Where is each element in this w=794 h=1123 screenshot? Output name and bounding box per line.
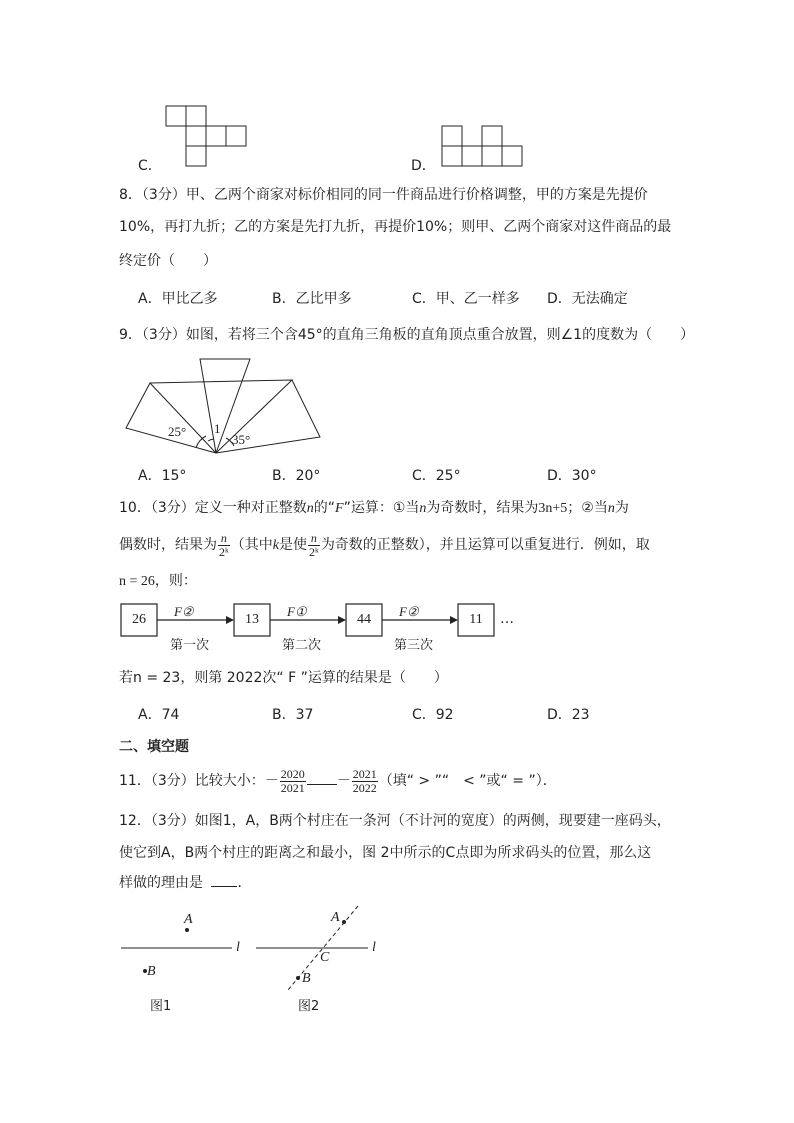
q8-option-b: B．乙比甲多 [272, 291, 352, 307]
q12-line-3: 样做的理由是 ． [119, 875, 252, 891]
q11-fraction-1: $\frac{2020}{2021}$ [280, 766, 305, 795]
fraction-n-over-2k: $\frac{n}{\text{2ᵏ}}$ [219, 530, 229, 559]
q10-line-4: 若n = 23，则第 2022次“ F ”运算的结果是（ ） [119, 670, 448, 686]
fig2-line-l: l [372, 940, 376, 955]
q10-line-3: n = 26，则： [119, 574, 197, 589]
q9-angle-25-label: 25° [168, 424, 187, 439]
q10-option-b: B．37 [272, 707, 314, 723]
fig1-point-a: A [184, 912, 193, 927]
fig2-point-a: A [331, 910, 340, 925]
q10-option-d: D．23 [547, 707, 590, 723]
flow-box-26: 26 [132, 612, 146, 627]
fig1-caption: 图1 [150, 999, 172, 1014]
section-heading-fill-in: 二、填空题 [119, 739, 189, 755]
q9-angle-1-label: 1 [214, 421, 221, 436]
q9-option-c: C．25° [412, 468, 461, 484]
flow-box-44: 44 [357, 612, 371, 627]
q10-line-1: 10．（3分）定义一种对正整数n的“F”运算：①当n为奇数时，结果为3n+5；②当n为 [119, 500, 629, 516]
fig1-line-l: l [236, 940, 240, 955]
flow-arrow-label-1: F② [174, 604, 194, 619]
fig2-caption: 图2 [298, 999, 320, 1014]
q9-option-b: B．20° [272, 468, 321, 484]
fraction-n-over-2k-2: $\frac{n}{\text{2ᵏ}}$ [309, 530, 319, 559]
flow-arrow-label-3: F② [399, 604, 419, 619]
q10-option-c: C．92 [412, 707, 454, 723]
q8-line-3: 终定价（ ） [119, 253, 217, 269]
q9-angle-35-label: 35° [232, 432, 251, 447]
q7-option-d-label: D． [411, 158, 436, 174]
flow-arrow-label-2: F① [287, 604, 307, 619]
flow-box-13: 13 [245, 612, 259, 627]
q11-fraction-2: $\frac{2021}{2022}$ [352, 766, 377, 795]
q9-option-d: D．30° [547, 468, 597, 484]
flow-step-label-1: 第一次 [170, 638, 210, 653]
fig2-point-c: C [320, 950, 330, 965]
q10-line-2: 偶数时，结果为 $\frac{n}{\text{2ᵏ}}$ （其中k是使 $\frac{n}{\text{2ᵏ}}$ 为奇数的正整数），并且运算可以重复进行．例如，取 [119, 530, 650, 559]
q8-line-1: 8．（3分）甲、乙两个商家对标价相同的同一件商品进行价格调整，甲的方案是先提价 [119, 187, 648, 203]
fig1-point-b: B [147, 964, 156, 979]
fig2-point-b: B [302, 971, 311, 986]
q12-line-1: 12．（3分）如图1，A，B两个村庄在一条河（不计河的宽度）的两侧，现要建一座码头， [119, 813, 671, 829]
q7-option-c-label: C． [138, 158, 162, 174]
q9-option-a: A．15° [138, 468, 187, 484]
q10-option-a: A．74 [138, 707, 180, 723]
q8-option-d: D．无法确定 [547, 291, 628, 307]
q12-line-2: 使它到A，B两个村庄的距离之和最小，图 2中所示的C点即为所求码头的位置，那么这 [119, 845, 652, 861]
flow-box-11: 11 [469, 612, 483, 627]
q9-line-1: 9．（3分）如图，若将三个含45°的直角三角板的直角顶点重合放置，则∠1的度数为（ ） [119, 327, 695, 343]
flow-ellipsis: … [500, 611, 514, 627]
flow-step-label-3: 第三次 [394, 638, 434, 653]
q8-option-c: C．甲、乙一样多 [412, 291, 520, 307]
q8-line-2: 10%，再打九折；乙的方案是先打九折，再提价10%；则甲、乙两个商家对这件商品的最 [119, 219, 672, 235]
q8-option-a: A．甲比乙多 [138, 291, 218, 307]
q11-line: 11．（3分）比较大小：－ $\frac{2020}{2021}$ － $\frac{2021}{2022}$ （填“ > ”“ < ”或“ = ”）． [119, 766, 557, 795]
flow-step-label-2: 第二次 [282, 638, 322, 653]
